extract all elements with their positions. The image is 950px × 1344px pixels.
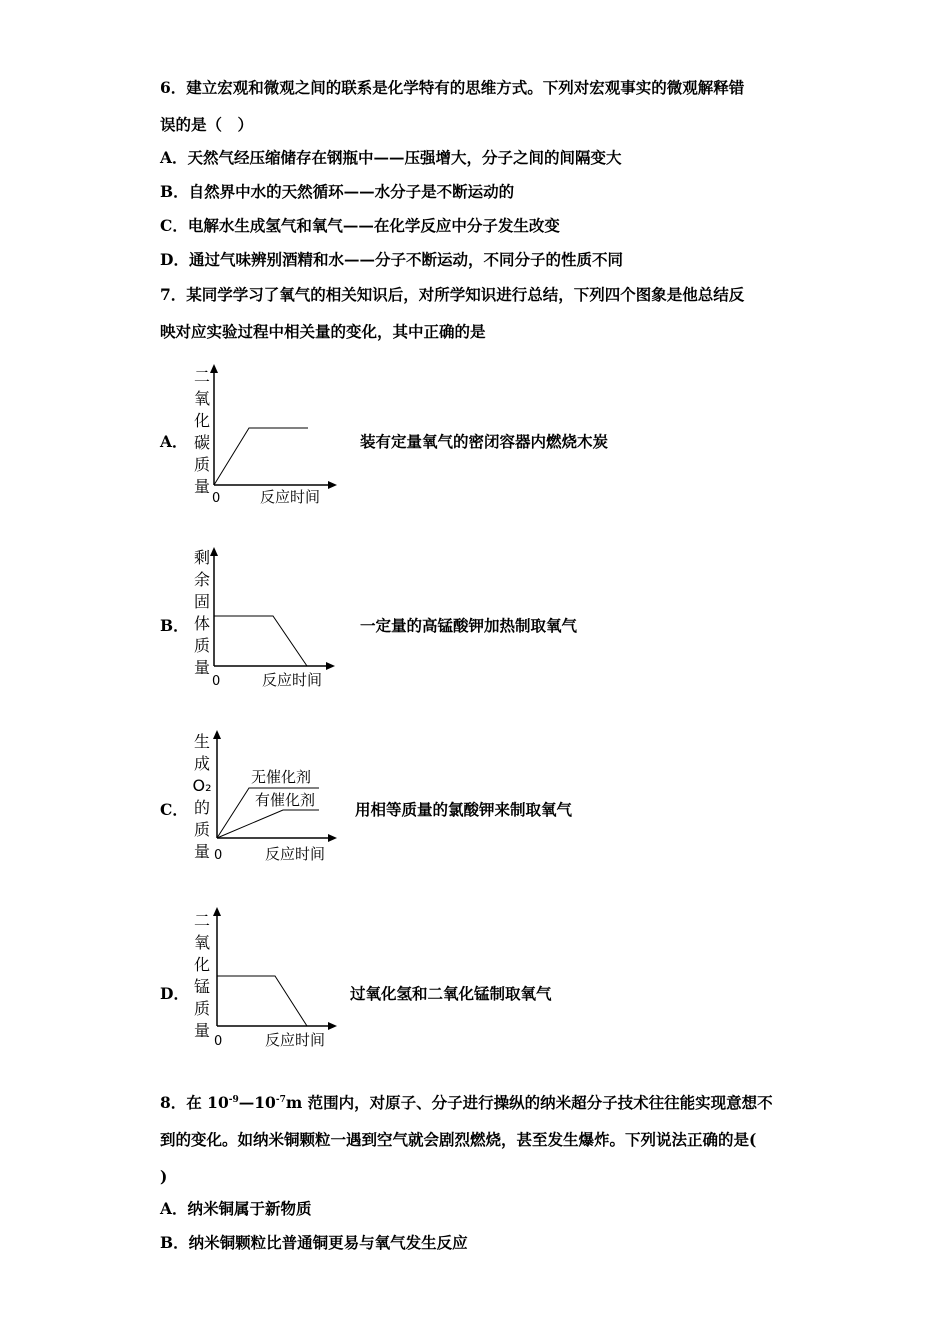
q6-option-d: D．通过气味辨别酒精和水——分子不断运动，不同分子的性质不同 [160, 250, 623, 269]
q8-option-a: A．纳米铜属于新物质 [160, 1199, 312, 1218]
q7-b-xlabel: 反应时间 [262, 671, 323, 689]
q6-option-c: C．电解水生成氢气和氧气——在化学反应中分子发生改变 [160, 216, 560, 235]
q7-stem-line2: 映对应实验过程中相关量的变化，其中正确的是 [160, 322, 486, 341]
q7-option-c-letter: C． [160, 800, 188, 819]
q7-a-curve [214, 428, 308, 485]
q7-c-xlabel: 反应时间 [265, 845, 326, 863]
q7-option-a-letter: A． [160, 432, 188, 451]
q8-stem-line3: ) [160, 1167, 168, 1186]
q8-stem-line1: 8．在 $10^{-9}—10^{-7}m$ 范围内，对原子、分子进行操纵的纳米超分子技术往往能实现意想不 [160, 1093, 773, 1113]
q6-stem-line1: 6．建立宏观和微观之间的联系是化学特有的思维方式。下列对宏观事实的微观解释错 [160, 78, 745, 97]
q7-c-graph [207, 728, 347, 878]
q8-stem-line2: 到的变化。如纳米铜颗粒一遇到空气就会剧烈燃烧，甚至发生爆炸。下列说法正确的是( [160, 1130, 757, 1149]
q7-option-d-letter: D． [160, 984, 189, 1003]
q7-a-ylabel: 二 氧 化 碳 质 量 [193, 367, 210, 496]
q7-c-origin: 0 [214, 848, 223, 863]
q7-d-curve [217, 976, 307, 1026]
q7-option-b-letter: B． [160, 616, 189, 635]
q7-stem-line1: 7．某同学学习了氧气的相关知识后，对所学知识进行总结，下列四个图象是他总结反 [160, 285, 745, 304]
q6-option-b: B．自然界中水的天然循环——水分子是不断运动的 [160, 182, 515, 201]
q7-d-xlabel: 反应时间 [265, 1031, 326, 1049]
q7-option-a-description: 装有定量氧气的密闭容器内燃烧木炭 [360, 432, 609, 451]
q7-option-d-description: 过氧化氢和二氧化锰制取氧气 [350, 984, 552, 1003]
q7-b-curve [214, 616, 307, 666]
q6-option-a: A．天然气经压缩储存在钢瓶中——压强增大，分子之间的间隔变大 [160, 148, 622, 167]
q7-option-c-description: 用相等质量的氯酸钾来制取氧气 [355, 800, 573, 819]
q7-a-graph [205, 362, 345, 512]
q7-c-ylabel: 生 成 O₂ 的 质 量 [192, 732, 212, 861]
q7-b-graph [205, 545, 345, 695]
q8-option-b: B．纳米铜颗粒比普通铜更易与氧气发生反应 [160, 1233, 468, 1252]
q6-stem-line2: 误的是（ ） [160, 115, 254, 134]
q7-a-xlabel: 反应时间 [260, 488, 321, 506]
q7-b-ylabel: 剩 余 固 体 质 量 [193, 548, 210, 677]
q7-d-origin: 0 [214, 1034, 223, 1049]
q7-c-curve-label-1: 无催化剂 [251, 768, 312, 786]
q7-d-graph [207, 905, 347, 1055]
q7-d-ylabel: 二 氧 化 锰 质 量 [193, 911, 210, 1040]
q7-c-curve-label-2: 有催化剂 [255, 791, 316, 809]
q7-b-origin: 0 [212, 674, 221, 689]
q7-a-origin: 0 [212, 491, 221, 506]
q7-option-b-description: 一定量的高锰酸钾加热制取氧气 [360, 616, 578, 635]
